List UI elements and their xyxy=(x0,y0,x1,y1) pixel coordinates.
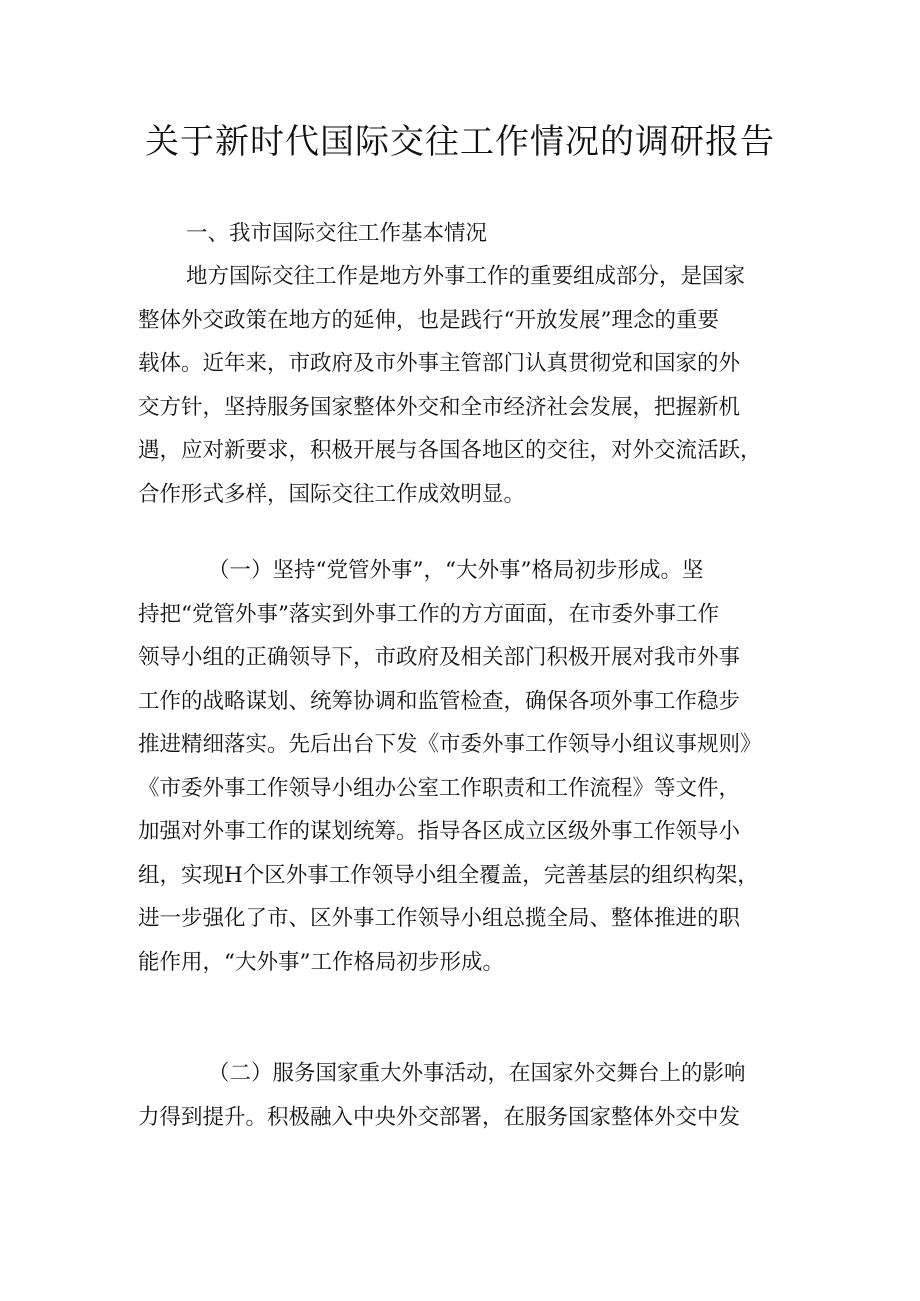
paragraph-basic-situation xyxy=(138,255,798,516)
text-line: 交方针，坚持服务国家整体外交和全市经济社会发展，把握新机 xyxy=(138,394,741,420)
text-line: （一）坚持“党管外事”，“大外事”格局初步形成。坚 xyxy=(208,558,704,583)
text-line: 地方国际交往工作是地方外事工作的重要组成部分，是国家 xyxy=(186,264,746,289)
paragraph-national-diplomacy xyxy=(138,1052,798,1139)
text-line: 领导小组的正确领导下，市政府及相关部门积极开展对我市外事 xyxy=(138,645,741,670)
text-line: 载体。近年来，市政府及市外事主管部门认真贯彻党和国家的外 xyxy=(138,351,741,376)
text-line: 组，实现H个区外事工作领导小组全覆盖，完善基层的组织构架， xyxy=(138,862,759,888)
document-title: 关于新时代国际交往工作情况的调研报告 xyxy=(145,122,775,162)
paragraph-party-leadership xyxy=(138,549,798,984)
text-line: 整体外交政策在地方的延伸，也是践行“开放发展”理念的重要 xyxy=(138,307,719,333)
text-line: 合作形式多样，国际交往工作成效明显。 xyxy=(138,481,526,507)
text-line: 能作用，“大外事”工作格局初步形成。 xyxy=(138,949,504,975)
text-line: 加强对外事工作的谋划统筹。指导各区成立区级外事工作领导小 xyxy=(138,819,741,844)
text-line: 《市委外事工作领导小组办公室工作职责和工作流程》等文件， xyxy=(138,775,741,801)
text-line: 工作的战略谋划、统筹协调和监管检查，确保各项外事工作稳步 xyxy=(138,688,741,714)
text-line: 进一步强化了市、区外事工作领导小组总揽全局、整体推进的职 xyxy=(138,906,741,931)
text-line: 推进精细落实。先后出台下发《市委外事工作领导小组议事规则》 xyxy=(138,732,762,757)
text-line: 力得到提升。积极融入中央外交部署，在服务国家整体外交中发 xyxy=(138,1104,741,1130)
text-line: 持把“党管外事”落实到外事工作的方方面面，在市委外事工作 xyxy=(138,601,719,627)
section-heading: 一、我市国际交往工作基本情况 xyxy=(186,221,488,246)
text-line: （二）服务国家重大外事活动，在国家外交舞台上的影响 xyxy=(208,1061,746,1086)
text-line: 遇，应对新要求，积极开展与各国各地区的交往，对外交流活跃， xyxy=(138,438,762,463)
